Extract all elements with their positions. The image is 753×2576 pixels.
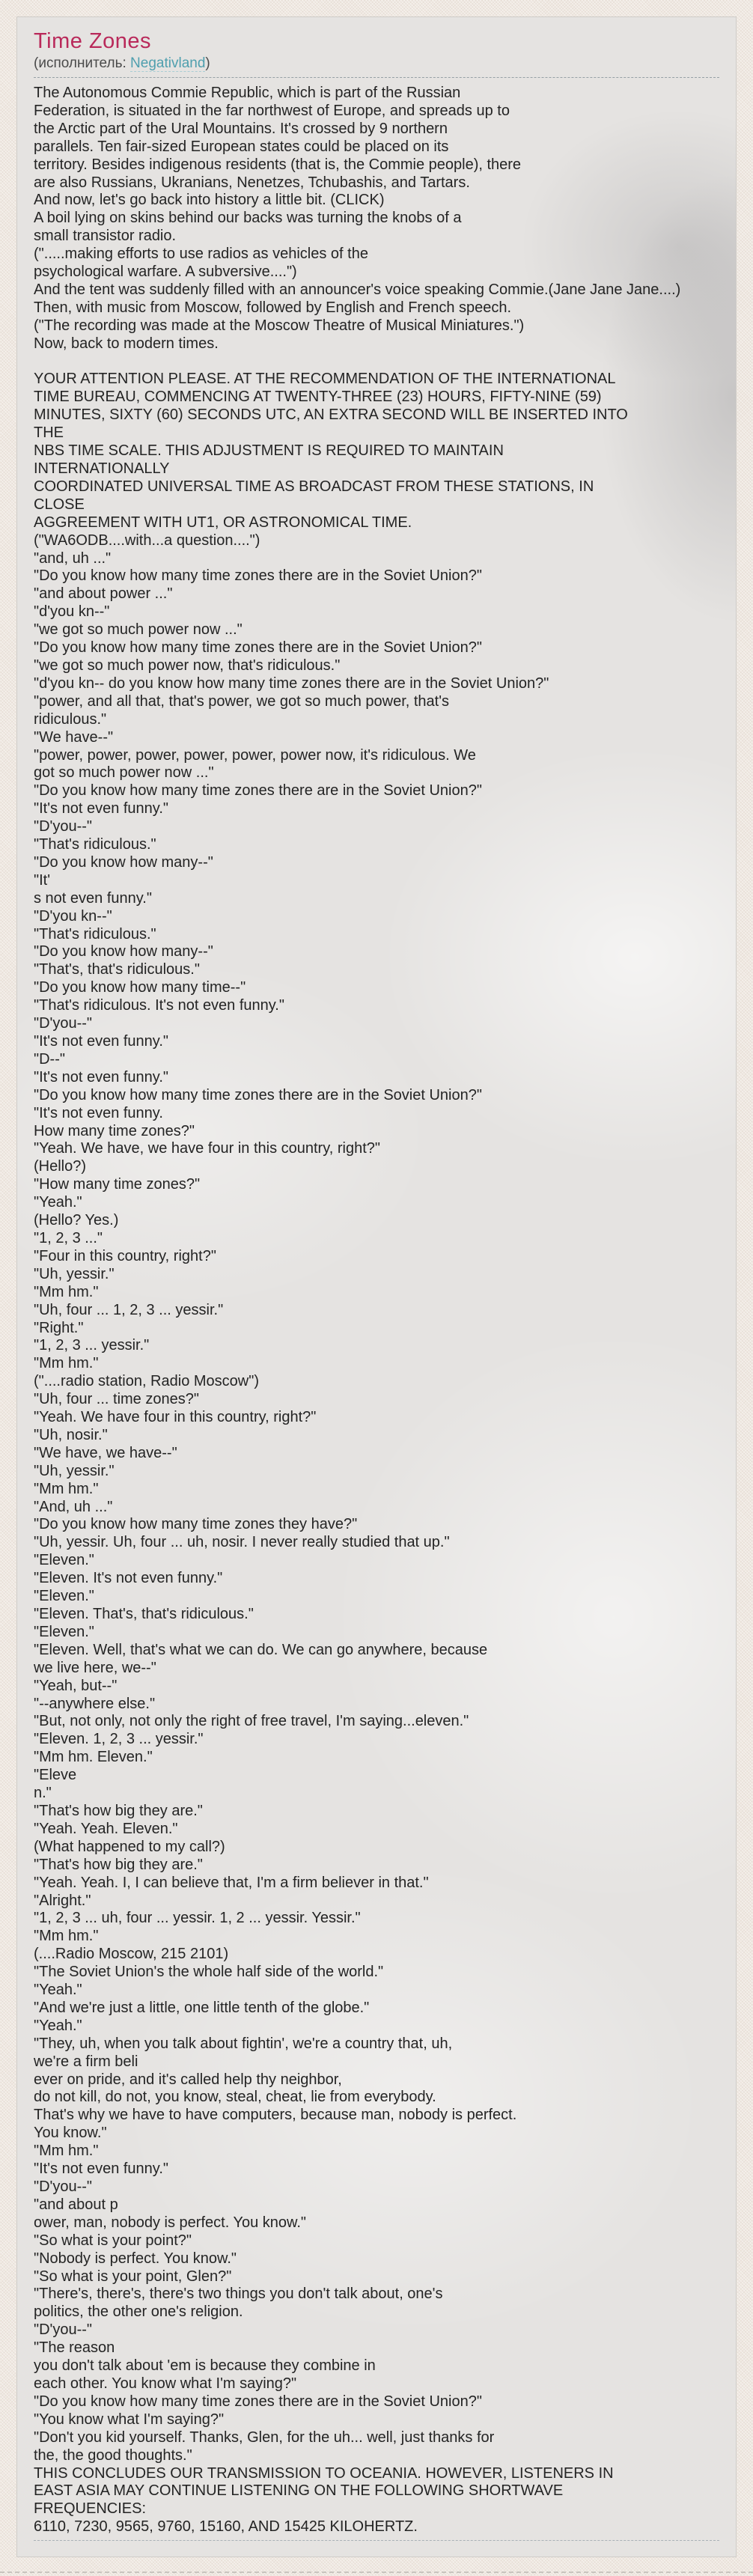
lyrics-line: Federation, is situated in the far northwest of Europe, and spreads up to — [34, 102, 510, 119]
lyrics-text — [34, 85, 719, 2536]
lyrics-line: "Do you know how many time zones there are in the Soviet Union?" — [34, 567, 482, 585]
lyrics-line: "We have, we have--" — [34, 1444, 177, 1461]
lyrics-line: "Uh, yessir." — [34, 1462, 115, 1479]
lyrics-line: "Eleven." — [34, 1623, 94, 1640]
lyrics-line: "So what is your point?" — [34, 2232, 192, 2249]
lyrics-line: "Mm hm." — [34, 1283, 99, 1300]
lyrics-line: MINUTES, SIXTY (60) SECONDS UTC, AN EXTRA SECOND WILL BE INSERTED INTO — [34, 407, 628, 424]
lyrics-line: s not even funny." — [34, 889, 152, 907]
lyrics-line: You know." — [34, 2125, 107, 2142]
lyrics-line: we live here, we--" — [34, 1659, 156, 1676]
lyrics-line: YOUR ATTENTION PLEASE. AT THE RECOMMENDATION OF THE INTERNATIONAL — [34, 371, 616, 388]
lyrics-line: "Do you know how many time zones there are in the Soviet Union?" — [34, 639, 482, 657]
lyrics-line: THIS CONCLUDES OUR TRANSMISSION TO OCEANIA. HOWEVER, LISTENERS IN — [34, 2464, 614, 2482]
lyrics-line: "Four in this country, right?" — [34, 1247, 216, 1264]
lyrics-line: "Do you know how many time zones they have?" — [34, 1516, 358, 1533]
lyrics-line: "How many time zones?" — [34, 1176, 201, 1193]
lyrics-line: "Do you know how many time zones there are in the Soviet Union?" — [34, 1086, 482, 1103]
lyrics-line: "1, 2, 3 ..." — [34, 1229, 103, 1246]
lyrics-line: "--anywhere else." — [34, 1695, 156, 1712]
lyrics-line: "D'you--" — [34, 818, 93, 835]
lyrics-line: the Arctic part of the Ural Mountains. It's crossed by 9 northern — [34, 120, 448, 137]
lyrics-line: "That's, that's ridiculous." — [34, 961, 200, 978]
lyrics-line: we're a firm beli — [34, 2053, 138, 2070]
lyrics-line: "and, uh ..." — [34, 549, 112, 567]
lyrics-line: "Do you know how many--" — [34, 943, 213, 960]
lyrics-line: "D'you--" — [34, 1015, 93, 1032]
lyrics-line: are also Russians, Ukranians, Nenetzes, Tchubashis, and Tartars. — [34, 174, 470, 191]
lyrics-line: "That's how big they are." — [34, 1856, 203, 1873]
lyrics-line: parallels. Ten fair-sized European states could be placed on its — [34, 138, 449, 155]
lyrics-line: "D--" — [34, 1050, 65, 1068]
lyrics-line: "Mm hm." — [34, 2143, 99, 2160]
lyrics-line: "And we're just a little, one little tenth of the globe." — [34, 1999, 370, 2016]
lyrics-line: "That's ridiculous." — [34, 925, 156, 943]
lyrics-line: do not kill, do not, you know, steal, cheat, lie from everybody. — [34, 2089, 436, 2106]
lyrics-line: INTERNATIONALLY — [34, 460, 170, 478]
artist-label-suffix: ) — [205, 55, 210, 71]
lyrics-line: AGGREEMENT WITH UT1, OR ASTRONOMICAL TIME. — [34, 514, 412, 531]
lyrics-line: "Eleven. It's not even funny." — [34, 1570, 223, 1587]
lyrics-line: "The Soviet Union's the whole half side of the world." — [34, 1964, 384, 1981]
lyrics-line: "d'you kn--" — [34, 603, 110, 621]
lyrics-line: COORDINATED UNIVERSAL TIME AS BROADCAST FROM THESE STATIONS, IN — [34, 478, 594, 495]
lyrics-line: "Mm hm." — [34, 1480, 99, 1497]
lyrics-line: "Uh, yessir." — [34, 1265, 115, 1282]
lyrics-line: ever on pride, and it's called help thy neighbor, — [34, 2071, 342, 2088]
lyrics-line: "Yeah." — [34, 2017, 82, 2034]
lyrics-line: "Do you know how many time--" — [34, 979, 246, 996]
lyrics-line: each other. You know what I'm saying?" — [34, 2375, 297, 2392]
lyrics-line: "we got so much power now ..." — [34, 621, 243, 639]
lyrics-line: "power, and all that, that's power, we got so much power, that's — [34, 692, 450, 710]
artist-link[interactable]: Negativland — [130, 55, 206, 71]
lyrics-line: "Yeah. We have, we have four in this country, right?" — [34, 1140, 380, 1157]
lyrics-line: ("....radio station, Radio Moscow") — [34, 1373, 259, 1390]
lyrics-line: "Mm hm." — [34, 1355, 99, 1372]
lyrics-line: "Yeah. Yeah. Eleven." — [34, 1820, 178, 1837]
page-title: Time Zones — [34, 29, 152, 53]
lyrics-line: "Yeah. Yeah. I, I can believe that, I'm a firm believer in that." — [34, 1874, 429, 1891]
lyrics-line: THE — [34, 424, 64, 442]
lyrics-line: "The reason — [34, 2339, 115, 2357]
lyrics-line: (Hello? Yes.) — [34, 1212, 119, 1229]
lyrics-line: "Eleven. Well, that's what we can do. We can go anywhere, because — [34, 1641, 488, 1658]
lyrics-line: "Uh, four ... time zones?" — [34, 1391, 199, 1408]
lyrics-line: "Nobody is perfect. You know." — [34, 2250, 237, 2267]
lyrics-line: "So what is your point, Glen?" — [34, 2268, 232, 2285]
lyrics-line: "It's not even funny." — [34, 2161, 168, 2178]
lyrics-line: NBS TIME SCALE. THIS ADJUSTMENT IS REQUIRED TO MAINTAIN — [34, 442, 504, 460]
lyrics-line: "That's ridiculous. It's not even funny." — [34, 997, 284, 1014]
lyrics-line: "Do you know how many time zones there are in the Soviet Union?" — [34, 2393, 482, 2410]
lyrics-line: "D'you--" — [34, 2321, 93, 2339]
lyrics-line — [34, 353, 719, 371]
lyrics-line: "Right." — [34, 1319, 84, 1336]
lyrics-panel — [16, 16, 737, 2557]
lyrics-line: ("WA6ODB....with...a question....") — [34, 532, 260, 549]
lyrics-line: A boil lying on skins behind our backs was turning the knobs of a — [34, 210, 462, 227]
lyrics-line: "Yeah. We have four in this country, right?" — [34, 1409, 317, 1426]
lyrics-line: politics, the other one's religion. — [34, 2304, 243, 2321]
lyrics-line: "1, 2, 3 ... uh, four ... yessir. 1, 2 ... yessir. Yessir." — [34, 1910, 361, 1927]
lyrics-line: got so much power now ..." — [34, 764, 214, 782]
lyrics-line: "and about power ..." — [34, 585, 173, 603]
lyrics-line: "Mm hm." — [34, 1928, 99, 1945]
lyrics-line: "Eleven. 1, 2, 3 ... yessir." — [34, 1731, 204, 1748]
lyrics-line: "D'you--" — [34, 2178, 93, 2196]
lyrics-line: "Alright." — [34, 1892, 91, 1909]
lyrics-line: "Do you know how many--" — [34, 853, 213, 871]
footer-dashed-line — [0, 2572, 753, 2573]
lyrics-line: n." — [34, 1785, 52, 1802]
lyrics-line: CLOSE — [34, 496, 85, 513]
lyrics-line: "And, uh ..." — [34, 1498, 113, 1515]
lyrics-line: "Uh, nosir." — [34, 1426, 108, 1443]
lyrics-line: the, the good thoughts." — [34, 2446, 192, 2464]
lyrics-line: ridiculous." — [34, 710, 107, 728]
lyrics-line: "It's not even funny." — [34, 1068, 168, 1085]
lyrics-line: And the tent was suddenly filled with an announcer's voice speaking Commie.(Jane Jane Jane....) — [34, 281, 681, 298]
lyrics-line: 6110, 7230, 9565, 9760, 15160, AND 15425 KILOHERTZ. — [34, 2518, 418, 2536]
lyrics-line: "Yeah." — [34, 1194, 82, 1211]
lyrics-line: "Yeah." — [34, 1982, 82, 1999]
lyrics-line: "Uh, yessir. Uh, four ... uh, nosir. I never really studied that up." — [34, 1534, 450, 1551]
lyrics-line: (Hello?) — [34, 1158, 87, 1175]
lyrics-line: "Eleven. That's, that's ridiculous." — [34, 1606, 254, 1623]
lyrics-line: "Do you know how many time zones there are in the Soviet Union?" — [34, 782, 482, 800]
lyrics-line: And now, let's go back into history a little bit. (CLICK) — [34, 192, 385, 209]
artist-line — [34, 55, 719, 73]
lyrics-line: "It' — [34, 871, 51, 889]
lyrics-line: How many time zones?" — [34, 1122, 195, 1139]
lyrics-line: "You know what I'm saying?" — [34, 2411, 225, 2428]
lyrics-line: "Mm hm. Eleven." — [34, 1749, 153, 1766]
lyrics-line: "d'you kn-- do you know how many time zones there are in the Soviet Union?" — [34, 675, 549, 692]
lyrics-line: small transistor radio. — [34, 228, 177, 245]
lyrics-line: "Eleven." — [34, 1552, 94, 1569]
lyrics-line: "Don't you kid yourself. Thanks, Glen, for the uh... well, just thanks for — [34, 2429, 495, 2446]
lyrics-line: (....Radio Moscow, 215 2101) — [34, 1946, 229, 1963]
header-dashed-separator — [34, 77, 719, 78]
bottom-dashed-separator — [34, 2540, 719, 2541]
lyrics-line: "we got so much power now, that's ridiculous." — [34, 657, 341, 674]
lyrics-line: "D'you kn--" — [34, 907, 112, 925]
lyrics-line: "Eleven." — [34, 1588, 94, 1605]
lyrics-line: Then, with music from Moscow, followed by English and French speech. — [34, 299, 512, 316]
lyrics-line: "We have--" — [34, 728, 114, 746]
lyrics-line: "That's how big they are." — [34, 1802, 203, 1819]
lyrics-line: territory. Besides indigenous residents (that is, the Commie people), there — [34, 156, 522, 173]
lyrics-line: "It's not even funny." — [34, 800, 168, 817]
lyrics-line: The Autonomous Commie Republic, which is part of the Russian — [34, 85, 461, 101]
lyrics-line: "and about p — [34, 2196, 118, 2213]
lyrics-line: ower, man, nobody is perfect. You know." — [34, 2214, 306, 2231]
lyrics-line: EAST ASIA MAY CONTINUE LISTENING ON THE FOLLOWING SHORTWAVE — [34, 2482, 564, 2500]
lyrics-line: "That's ridiculous." — [34, 836, 156, 853]
lyrics-line: "Yeah, but--" — [34, 1677, 118, 1694]
lyrics-line: "Uh, four ... 1, 2, 3 ... yessir." — [34, 1301, 224, 1318]
lyrics-line: Now, back to modern times. — [34, 335, 219, 352]
lyrics-line: "It's not even funny. — [34, 1104, 163, 1121]
artist-label: (исполнитель: — [34, 55, 131, 71]
lyrics-line: (".....making efforts to use radios as vehicles of the — [34, 246, 368, 263]
lyrics-line: "Eleve — [34, 1767, 77, 1784]
lyrics-line: That's why we have to have computers, because man, nobody is perfect. — [34, 2107, 517, 2124]
lyrics-line: FREQUENCIES: — [34, 2500, 147, 2518]
lyrics-line: you don't talk about 'em is because they combine in — [34, 2357, 376, 2375]
lyrics-line: "But, not only, not only the right of free travel, I'm saying...eleven." — [34, 1713, 469, 1730]
lyrics-line: (What happened to my call?) — [34, 1838, 225, 1855]
lyrics-line: "It's not even funny." — [34, 1033, 168, 1050]
lyrics-line: "1, 2, 3 ... yessir." — [34, 1337, 150, 1354]
lyrics-line: "They, uh, when you talk about fightin', we're a country that, uh, — [34, 2035, 453, 2052]
lyrics-line: "power, power, power, power, power, power now, it's ridiculous. We — [34, 746, 476, 764]
lyrics-line: "There's, there's, there's two things you don't talk about, one's — [34, 2286, 443, 2303]
lyrics-line: psychological warfare. A subversive....") — [34, 264, 297, 281]
lyrics-line: ("The recording was made at the Moscow Theatre of Musical Miniatures.") — [34, 317, 525, 334]
lyrics-line: TIME BUREAU, COMMENCING AT TWENTY-THREE (23) HOURS, FIFTY-NINE (59) — [34, 389, 602, 406]
